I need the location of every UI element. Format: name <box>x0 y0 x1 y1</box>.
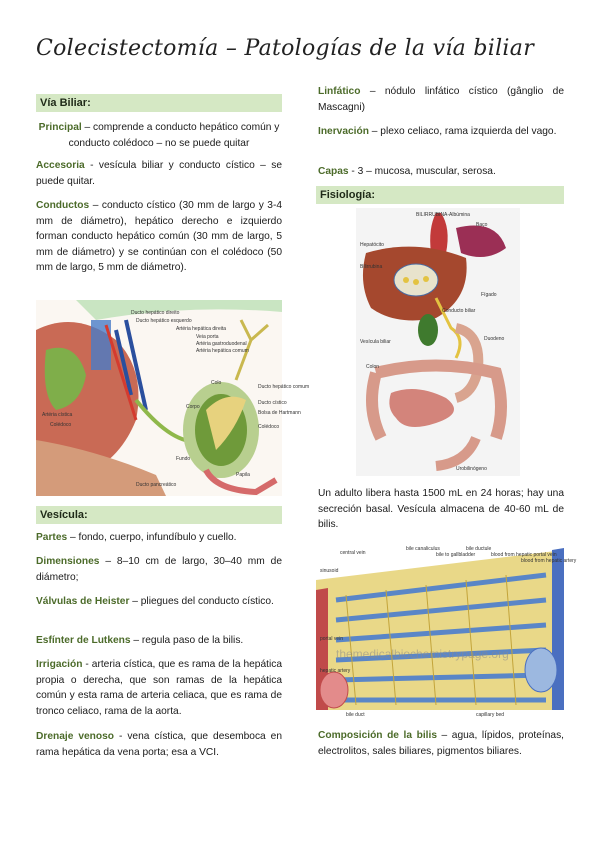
conductos-term: Conductos <box>36 200 90 211</box>
fig1-label: Ducto hepático comum <box>258 384 310 390</box>
fig2-label: Urobilinógeno <box>456 466 487 472</box>
fig3-label: capillary bed <box>476 712 505 718</box>
composicion-paragraph <box>318 728 564 759</box>
dimensiones-paragraph <box>36 554 282 585</box>
fisiologia-header: Fisiología: <box>316 186 564 204</box>
capas-paragraph <box>318 164 564 180</box>
liver-lobule-figure <box>316 540 577 720</box>
fig3-label: blood from hepatic artery <box>521 558 577 564</box>
fig1-label: Colédoco <box>50 422 72 428</box>
composicion-text: – agua, lípidos, proteínas, electrolitos, sales biliares, pigmentos biliares. <box>318 730 564 757</box>
principal-paragraph <box>36 120 282 151</box>
irrigacion-term: Irrigación <box>36 659 83 670</box>
fig1-label: Artéria gastroduodenal <box>196 341 247 347</box>
drenaje-term: Drenaje venoso <box>36 731 115 742</box>
fig2-label: Hepatócito <box>360 242 384 248</box>
partes-text: – fondo, cuerpo, infundíbulo y cuello. <box>67 532 237 543</box>
accesoria-text: - vesícula biliar y conducto cístico – se puede quitar. <box>36 160 282 187</box>
fig3-label: bile duct <box>346 712 365 718</box>
fig3-label: blood from hepatic portal vein <box>491 552 557 558</box>
linfatico-text: – nódulo linfático cístico (gânglio de Mascagni) <box>318 86 564 113</box>
principal-text: – comprende a conducto hepático común y conducto colédoco – no se puede quitar <box>68 122 280 149</box>
esfinter-paragraph <box>36 633 282 649</box>
valvulas-text: – pliegues del conducto cístico. <box>129 596 274 607</box>
capas-term: Capas <box>318 166 349 177</box>
biliary-anatomy-figure <box>36 300 310 496</box>
fig1-label: Ducto pancreático <box>136 482 177 488</box>
drenaje-paragraph <box>36 729 282 760</box>
fig1-label: Artéria hepática direita <box>176 326 227 332</box>
conductos-text: – conducto cístico (30 mm de largo y 3-4 mm de diámetro), hepático derecho e izquierdo forman conducto hepático común (30 mm de largo, 5 mm de diámetro) y se continúan con el colédoco (50 mm de largo, 5 mm de diámetro). <box>36 200 282 273</box>
valvulas-paragraph <box>36 594 282 610</box>
partes-term: Partes <box>36 532 68 543</box>
fig1-label: Colo <box>211 380 222 386</box>
linfatico-term: Linfático <box>318 86 361 97</box>
fig1-label: Colédoco <box>258 424 280 430</box>
fig1-label: Ducto hepático esquerdo <box>136 318 192 324</box>
fig2-label: Fígado <box>481 292 497 298</box>
capas-text: - 3 – mucosa, muscular, serosa. <box>348 166 496 177</box>
inervacion-paragraph <box>318 124 564 140</box>
linfatico-paragraph <box>318 84 564 115</box>
inervacion-term: Inervación <box>318 126 369 137</box>
via-biliar-header: Vía Biliar: <box>36 94 282 112</box>
partes-paragraph <box>36 530 282 546</box>
irrigacion-text: - arteria cística, que es rama de la hepática propia o derecha, que son ramas de la hepática común y esta rama de arteria celiaca, que es rama de tronco celiaco, rama de la aorta. <box>36 659 282 717</box>
fig2-label: Duodeno <box>484 336 505 342</box>
fig3-label: bile canaliculus <box>406 546 440 552</box>
fig1-label: Papila <box>236 472 250 478</box>
fig3-label: hepatic artery <box>320 668 351 674</box>
fig1-label: Ducto hepático direito <box>131 310 180 316</box>
fig2-label: Bilirrubina <box>360 264 383 270</box>
inervacion-text: – plexo celiaco, rama izquierda del vago. <box>368 126 557 137</box>
esfinter-text: – regula paso de la bilis. <box>130 635 244 646</box>
fig2-label: Conducto biliar <box>442 308 476 314</box>
fig3-label: portal vein <box>320 636 344 642</box>
fig1-label: Ducto cístico <box>258 400 287 406</box>
accesoria-paragraph <box>36 158 282 189</box>
fig3-label: bile ductule <box>466 546 492 552</box>
esfinter-term: Esfínter de Lutkens <box>36 635 131 646</box>
bilirubin-physiology-figure <box>356 208 520 476</box>
composicion-term: Composición de la bilis <box>318 730 437 741</box>
accesoria-term: Accesoria <box>36 160 85 171</box>
dimensiones-text: – 8–10 cm de largo, 30–40 mm de diámetro; <box>36 556 282 583</box>
fig2-label: Colon <box>366 364 380 370</box>
fig2-label: BILIRRUBINA-Albúmina <box>416 212 470 218</box>
principal-term: Principal <box>38 122 82 133</box>
fig2-label: Vesícula biliar <box>360 339 391 345</box>
fig3-label: bile to gallbladder <box>436 552 476 558</box>
vesicula-header: Vesícula: <box>36 506 282 524</box>
page-title: Colecistectomía – Patologías de la vía biliar <box>36 36 535 61</box>
bilis-volume-paragraph: Un adulto libera hasta 1500 mL en 24 horas; hay una secreción basal. Vesícula almacena de 40-60 mL de bilis. <box>318 488 564 530</box>
conductos-paragraph <box>36 198 282 276</box>
fig1-label: Corpo <box>186 404 200 410</box>
fig1-label: Bolsa de Hartmann <box>258 410 301 416</box>
drenaje-text: - vena cística, que desemboca en rama hepática da vena porta; esa a VCI. <box>36 731 282 758</box>
fig1-label: Artéria hepática comum <box>196 348 249 354</box>
fig1-label: Fundo <box>176 456 191 462</box>
fig3-watermark: themedicalbiochemistrypage.org <box>336 647 509 661</box>
fig2-label: Baço <box>476 222 488 228</box>
fig1-label: Artéria cística <box>42 412 73 418</box>
fig1-label: Veia porta <box>196 334 219 340</box>
valvulas-term: Válvulas de Heister <box>36 596 130 607</box>
irrigacion-paragraph <box>36 657 282 719</box>
dimensiones-term: Dimensiones <box>36 556 100 567</box>
fig3-label: sinusoid <box>320 568 339 574</box>
fig3-label: central vein <box>340 550 366 556</box>
